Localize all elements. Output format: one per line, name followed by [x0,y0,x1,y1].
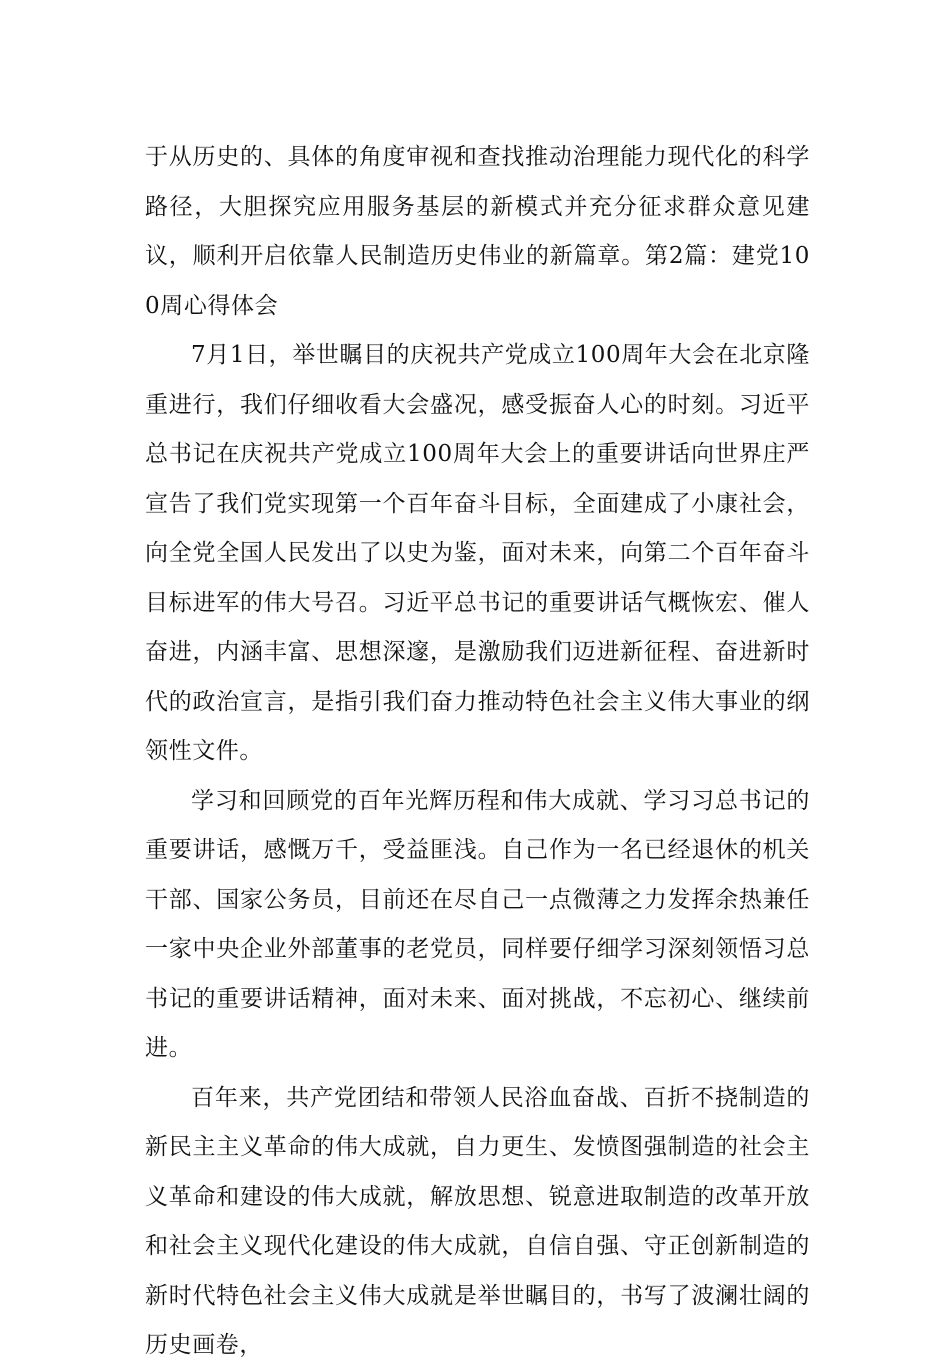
document-body [145,133,810,1371]
paragraph-3: 学习和回顾党的百年光辉历程和伟大成就、学习习总书记的重要讲话，感慨万千，受益匪浅。自己作为一名已经退休的机关干部、国家公务员，目前还在尽自己一点微薄之力发挥余热兼任一家中央企业外部董事的老党员，同样要仔细学习深刻领悟习总书记的重要讲话精神，面对未来、面对挑战，不忘初心、继续前进。 [145,787,810,1061]
paragraph-2: 7月1日，举世瞩目的庆祝共产党成立100周年大会在北京隆重进行，我们仔细收看大会盛况，感受振奋人心的时刻。习近平总书记在庆祝共产党成立100周年大会上的重要讲话向世界庄严宣告了我们党实现第一个百年奋斗目标，全面建成了小康社会，向全党全国人民发出了以史为鉴，面对未来，向第二个百年奋斗目标进军的伟大号召。习近平总书记的重要讲话气概恢宏、催人奋进，内涵丰富、思想深邃，是激励我们迈进新征程、奋进新时代的政治宣言，是指引我们奋力推动特色社会主义伟大事业的纲领性文件。 [145,342,810,764]
paragraph-4: 百年来，共产党团结和带领人民浴血奋战、百折不挠制造的新民主主义革命的伟大成就，自力更生、发愤图强制造的社会主义革命和建设的伟大成就，解放思想、锐意进取制造的改革开放和社会主义现代化建设的伟大成就，自信自强、守正创新制造的新时代特色社会主义伟大成就是举世瞩目的，书写了波澜壮阔的历史画卷， [145,1084,810,1358]
paragraph-1: 于从历史的、具体的角度审视和查找推动治理能力现代化的科学路径，大胆探究应用服务基层的新模式并充分征求群众意见建议，顺利开启依靠人民制造历史伟业的新篇章。第2篇：建党100周心得体会 [145,144,810,319]
